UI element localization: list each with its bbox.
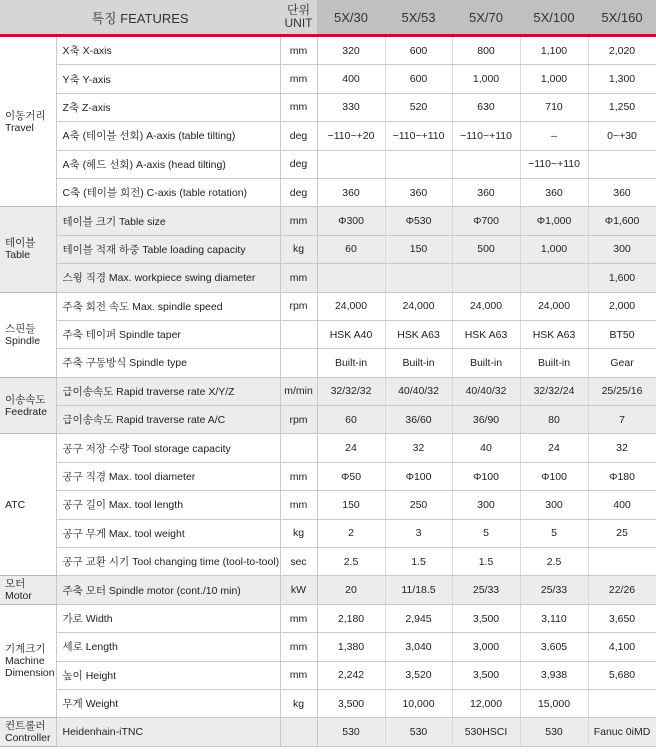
- unit-cell: mm: [280, 207, 317, 235]
- value-cell: 15,000: [520, 689, 588, 717]
- spec-row: [0, 93, 656, 121]
- group-label: [0, 434, 56, 576]
- value-cell: 36/60: [385, 406, 452, 434]
- value-cell: 25/33: [452, 576, 520, 604]
- group-label: [0, 207, 56, 292]
- model-header: 5X/100: [520, 0, 588, 36]
- value-cell: 2: [317, 519, 385, 547]
- value-cell: –: [520, 122, 588, 150]
- value-cell: 20: [317, 576, 385, 604]
- value-cell: 360: [317, 178, 385, 206]
- feature-cell: 공구 무게 Max. tool weight: [56, 519, 280, 547]
- value-cell: 360: [520, 178, 588, 206]
- value-cell: 1,250: [588, 93, 656, 121]
- header-row: [0, 0, 656, 36]
- spec-row: [0, 320, 656, 348]
- value-cell: 1.5: [452, 548, 520, 576]
- value-cell: 530: [385, 718, 452, 746]
- unit-cell: mm: [280, 661, 317, 689]
- value-cell: −110~+110: [520, 150, 588, 178]
- value-cell: 2,000: [588, 292, 656, 320]
- spec-row: [0, 462, 656, 490]
- feature-cell: 세로 Length: [56, 633, 280, 661]
- group-label-en: Table: [5, 249, 31, 262]
- value-cell: 5,680: [588, 661, 656, 689]
- spec-row: [0, 604, 656, 632]
- value-cell: 530: [317, 718, 385, 746]
- value-cell: 600: [385, 65, 452, 93]
- group-label: [0, 604, 56, 718]
- unit-cell: kg: [280, 689, 317, 717]
- feature-cell: 공구 교환 시기 Tool changing time (tool-to-tool): [56, 548, 280, 576]
- unit-cell: deg: [280, 122, 317, 150]
- value-cell: −110~+20: [317, 122, 385, 150]
- unit-cell: [280, 349, 317, 377]
- group-label-ko: 기계크기: [5, 643, 46, 656]
- value-cell: 24,000: [520, 292, 588, 320]
- value-cell: 0~+30: [588, 122, 656, 150]
- spec-row: [0, 406, 656, 434]
- unit-cell: [280, 718, 317, 746]
- value-cell: 1.5: [385, 548, 452, 576]
- value-cell: 1,600: [588, 264, 656, 292]
- value-cell: [588, 689, 656, 717]
- spec-row: [0, 661, 656, 689]
- spec-row: [0, 491, 656, 519]
- value-cell: 3,500: [452, 661, 520, 689]
- value-cell: 40: [452, 434, 520, 462]
- value-cell: 500: [452, 235, 520, 263]
- value-cell: 300: [520, 491, 588, 519]
- unit-cell: kg: [280, 519, 317, 547]
- unit-header-en: UNIT: [284, 16, 313, 30]
- unit-cell: sec: [280, 548, 317, 576]
- feature-cell: 테이블 적재 하중 Table loading capacity: [56, 235, 280, 263]
- spec-row: [0, 65, 656, 93]
- feature-cell: 높이 Height: [56, 661, 280, 689]
- value-cell: −110~+110: [385, 122, 452, 150]
- value-cell: 600: [385, 36, 452, 65]
- value-cell: 4,100: [588, 633, 656, 661]
- value-cell: Built-in: [452, 349, 520, 377]
- unit-cell: deg: [280, 150, 317, 178]
- value-cell: 520: [385, 93, 452, 121]
- value-cell: 40/40/32: [385, 377, 452, 405]
- model-header: 5X/70: [452, 0, 520, 36]
- unit-cell: rpm: [280, 406, 317, 434]
- unit-header: [280, 0, 317, 36]
- value-cell: 330: [317, 93, 385, 121]
- value-cell: 32/32/32: [317, 377, 385, 405]
- group-label-en: Machine Dimension: [5, 655, 55, 680]
- feature-cell: X축 X-axis: [56, 36, 280, 65]
- unit-cell: mm: [280, 491, 317, 519]
- value-cell: 36/90: [452, 406, 520, 434]
- value-cell: [520, 264, 588, 292]
- feature-cell: A축 (테이블 선회) A-axis (table tilting): [56, 122, 280, 150]
- value-cell: 360: [385, 178, 452, 206]
- group-label-ko: 컨트롤러: [5, 720, 46, 733]
- unit-cell: kg: [280, 235, 317, 263]
- value-cell: 2,180: [317, 604, 385, 632]
- value-cell: Φ100: [385, 462, 452, 490]
- spec-row: [0, 264, 656, 292]
- value-cell: 630: [452, 93, 520, 121]
- group-label: [0, 292, 56, 377]
- value-cell: 150: [385, 235, 452, 263]
- spec-row: [0, 178, 656, 206]
- value-cell: Built-in: [385, 349, 452, 377]
- value-cell: Gear: [588, 349, 656, 377]
- spec-row: [0, 292, 656, 320]
- spec-row: [0, 689, 656, 717]
- group-label: [0, 576, 56, 604]
- value-cell: 1,000: [452, 65, 520, 93]
- value-cell: 530: [520, 718, 588, 746]
- spec-row: [0, 122, 656, 150]
- unit-cell: [280, 434, 317, 462]
- value-cell: 400: [317, 65, 385, 93]
- feature-cell: 급이송속도 Rapid traverse rate X/Y/Z: [56, 377, 280, 405]
- feature-cell: 스윙 직경 Max. workpiece swing diameter: [56, 264, 280, 292]
- value-cell: [452, 150, 520, 178]
- model-header: 5X/53: [385, 0, 452, 36]
- value-cell: 320: [317, 36, 385, 65]
- value-cell: Φ1,600: [588, 207, 656, 235]
- value-cell: 3,500: [452, 604, 520, 632]
- value-cell: Φ1,000: [520, 207, 588, 235]
- spec-row: [0, 349, 656, 377]
- value-cell: 300: [452, 491, 520, 519]
- value-cell: Φ180: [588, 462, 656, 490]
- feature-cell: 공구 직경 Max. tool diameter: [56, 462, 280, 490]
- value-cell: 3,938: [520, 661, 588, 689]
- feature-cell: 테이블 크기 Table size: [56, 207, 280, 235]
- feature-cell: 급이송속도 Rapid traverse rate A/C: [56, 406, 280, 434]
- value-cell: Φ50: [317, 462, 385, 490]
- value-cell: 1,380: [317, 633, 385, 661]
- value-cell: 5: [520, 519, 588, 547]
- value-cell: 32: [385, 434, 452, 462]
- value-cell: HSK A63: [385, 320, 452, 348]
- value-cell: Φ700: [452, 207, 520, 235]
- value-cell: 250: [385, 491, 452, 519]
- value-cell: −110~+110: [452, 122, 520, 150]
- value-cell: 12,000: [452, 689, 520, 717]
- value-cell: [317, 264, 385, 292]
- value-cell: 80: [520, 406, 588, 434]
- value-cell: 3,605: [520, 633, 588, 661]
- value-cell: 360: [588, 178, 656, 206]
- unit-cell: mm: [280, 604, 317, 632]
- value-cell: 1,300: [588, 65, 656, 93]
- group-label-en: Feedrate: [5, 405, 48, 418]
- value-cell: 3,110: [520, 604, 588, 632]
- value-cell: 300: [588, 235, 656, 263]
- value-cell: 60: [317, 235, 385, 263]
- value-cell: 1,000: [520, 235, 588, 263]
- feature-cell: 무게 Weight: [56, 689, 280, 717]
- unit-cell: rpm: [280, 292, 317, 320]
- value-cell: 400: [588, 491, 656, 519]
- group-label: [0, 718, 56, 746]
- value-cell: Φ300: [317, 207, 385, 235]
- group-label-ko: 테이블: [5, 237, 36, 250]
- feature-cell: A축 (헤드 선회) A-axis (head tilting): [56, 150, 280, 178]
- value-cell: 7: [588, 406, 656, 434]
- unit-cell: mm: [280, 462, 317, 490]
- value-cell: HSK A40: [317, 320, 385, 348]
- unit-cell: mm: [280, 65, 317, 93]
- feature-cell: Y축 Y-axis: [56, 65, 280, 93]
- unit-header-ko: 단위: [286, 3, 311, 17]
- group-label-en: Motor: [5, 590, 32, 603]
- spec-row: [0, 548, 656, 576]
- group-label-ko: 스핀들: [5, 322, 36, 335]
- spec-row: [0, 633, 656, 661]
- value-cell: Φ100: [520, 462, 588, 490]
- spec-body: [0, 36, 656, 747]
- value-cell: [588, 150, 656, 178]
- value-cell: 24: [520, 434, 588, 462]
- group-label-ko: 모터: [5, 578, 26, 591]
- value-cell: [385, 150, 452, 178]
- feature-cell: 주축 테이퍼 Spindle taper: [56, 320, 280, 348]
- unit-cell: mm: [280, 93, 317, 121]
- value-cell: 3,000: [452, 633, 520, 661]
- group-label-ko: 이송속도: [5, 393, 46, 406]
- spec-row: [0, 519, 656, 547]
- value-cell: 3,500: [317, 689, 385, 717]
- value-cell: 1,100: [520, 36, 588, 65]
- feature-cell: C축 (테이블 회전) C-axis (table rotation): [56, 178, 280, 206]
- value-cell: 710: [520, 93, 588, 121]
- value-cell: 24,000: [452, 292, 520, 320]
- unit-cell: [280, 320, 317, 348]
- spec-row: [0, 434, 656, 462]
- value-cell: 24,000: [317, 292, 385, 320]
- value-cell: 40/40/32: [452, 377, 520, 405]
- value-cell: 1,000: [520, 65, 588, 93]
- feature-cell: 가로 Width: [56, 604, 280, 632]
- value-cell: BT50: [588, 320, 656, 348]
- unit-cell: m/min: [280, 377, 317, 405]
- value-cell: 3,040: [385, 633, 452, 661]
- value-cell: 22/26: [588, 576, 656, 604]
- value-cell: 2.5: [520, 548, 588, 576]
- value-cell: 24,000: [385, 292, 452, 320]
- value-cell: 5: [452, 519, 520, 547]
- value-cell: Built-in: [317, 349, 385, 377]
- value-cell: Fanuc 0iMD: [588, 718, 656, 746]
- value-cell: 2.5: [317, 548, 385, 576]
- value-cell: 3: [385, 519, 452, 547]
- value-cell: 60: [317, 406, 385, 434]
- value-cell: 2,242: [317, 661, 385, 689]
- unit-cell: mm: [280, 633, 317, 661]
- group-label: [0, 377, 56, 434]
- model-header: 5X/30: [317, 0, 385, 36]
- feature-cell: 주축 회전 속도 Max. spindle speed: [56, 292, 280, 320]
- feature-cell: 공구 저장 수량 Tool storage capacity: [56, 434, 280, 462]
- value-cell: 2,945: [385, 604, 452, 632]
- value-cell: 150: [317, 491, 385, 519]
- value-cell: [452, 264, 520, 292]
- model-header: 5X/160: [588, 0, 656, 36]
- value-cell: 24: [317, 434, 385, 462]
- group-label-en: Controller: [5, 732, 51, 745]
- unit-cell: deg: [280, 178, 317, 206]
- value-cell: 2,020: [588, 36, 656, 65]
- value-cell: 10,000: [385, 689, 452, 717]
- unit-cell: mm: [280, 36, 317, 65]
- value-cell: 25/25/16: [588, 377, 656, 405]
- value-cell: [317, 150, 385, 178]
- value-cell: 800: [452, 36, 520, 65]
- value-cell: 25/33: [520, 576, 588, 604]
- value-cell: 3,520: [385, 661, 452, 689]
- unit-cell: kW: [280, 576, 317, 604]
- spec-row: [0, 150, 656, 178]
- value-cell: Φ530: [385, 207, 452, 235]
- spec-row: [0, 377, 656, 405]
- feature-cell: Z축 Z-axis: [56, 93, 280, 121]
- value-cell: HSK A63: [452, 320, 520, 348]
- value-cell: Built-in: [520, 349, 588, 377]
- group-label-en: Spindle: [5, 334, 41, 347]
- group-label-en: Travel: [5, 121, 34, 134]
- unit-cell: mm: [280, 264, 317, 292]
- group-label-en: ATC: [5, 498, 26, 511]
- value-cell: [385, 264, 452, 292]
- spec-row: [0, 576, 656, 604]
- value-cell: 530HSCI: [452, 718, 520, 746]
- value-cell: 360: [452, 178, 520, 206]
- feature-cell: Heidenhain-iTNC: [56, 718, 280, 746]
- group-label: [0, 36, 56, 207]
- value-cell: HSK A63: [520, 320, 588, 348]
- spec-row: [0, 718, 656, 746]
- spec-row: [0, 235, 656, 263]
- value-cell: Φ100: [452, 462, 520, 490]
- spec-row: [0, 207, 656, 235]
- value-cell: 32/32/24: [520, 377, 588, 405]
- features-header: 특징 FEATURES: [0, 0, 280, 36]
- value-cell: 25: [588, 519, 656, 547]
- value-cell: 32: [588, 434, 656, 462]
- feature-cell: 주축 모터 Spindle motor (cont./10 min): [56, 576, 280, 604]
- spec-row: [0, 36, 656, 65]
- group-label-ko: 이동거리: [5, 109, 46, 122]
- value-cell: 3,650: [588, 604, 656, 632]
- feature-cell: 공구 길이 Max. tool length: [56, 491, 280, 519]
- feature-cell: 주축 구동방식 Spindle type: [56, 349, 280, 377]
- value-cell: 11/18.5: [385, 576, 452, 604]
- value-cell: [588, 548, 656, 576]
